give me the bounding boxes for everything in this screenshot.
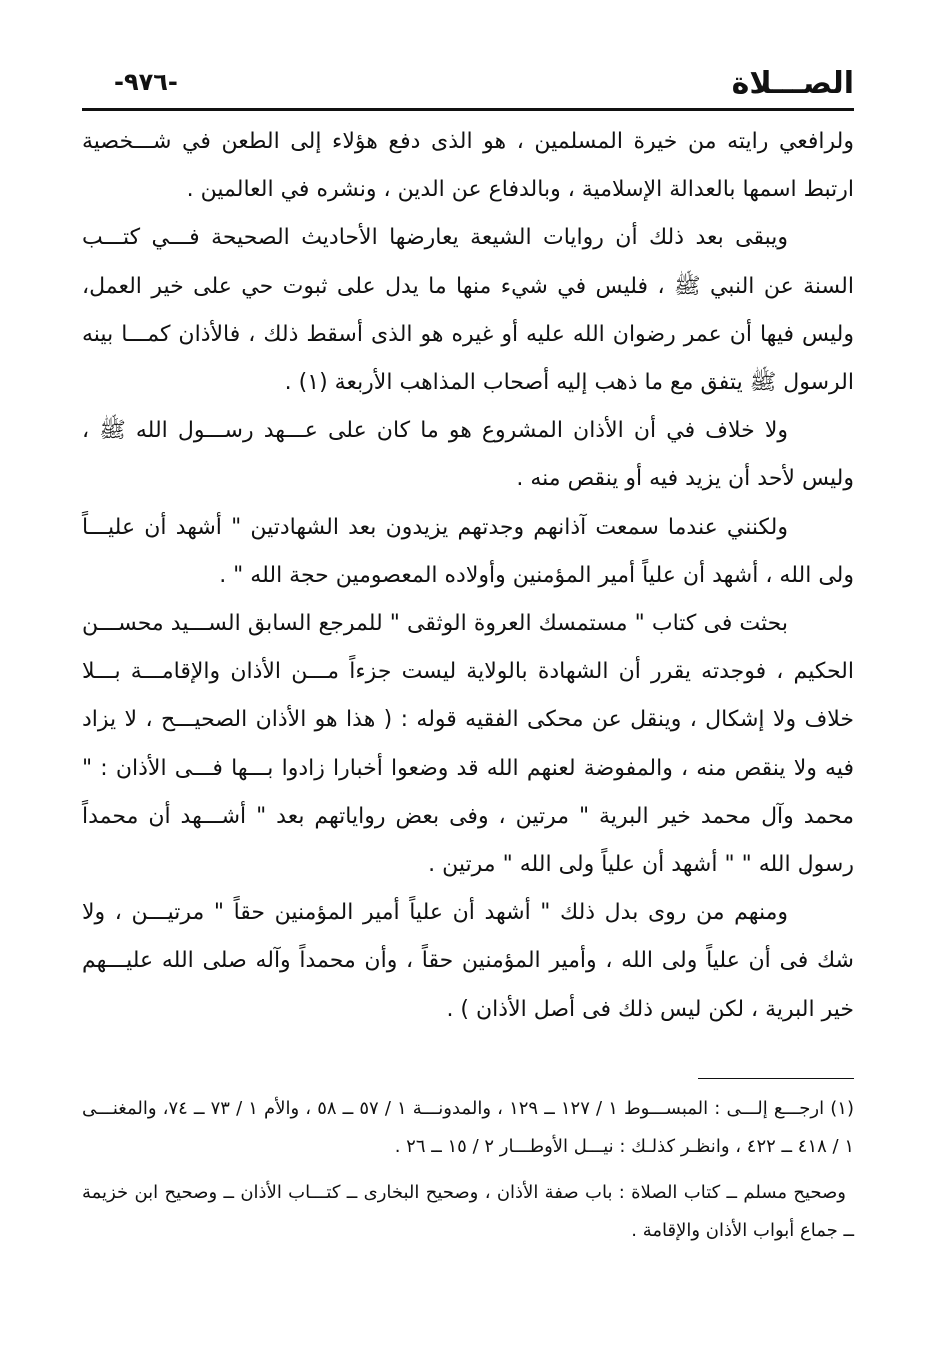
footnotes <box>82 1090 854 1250</box>
paragraph: ولكنني عندما سمعت آذانهم وجدتهم يزيدون بعد الشهادتين " أشهد أن عليـــاً ولى الله ، أشهد أن علياً أمير المؤمنين وأولاده المعصومين حجة الله " . <box>82 514 854 588</box>
paragraph: ولا خلاف في أن الأذان المشروع هو ما كان على عـــهد رســـول الله ﷺ ، وليس لأحد أن يزيد فيه أو ينقص منه . <box>82 418 854 492</box>
footnote-divider <box>698 1078 854 1079</box>
paragraph: بحثت فى كتاب " مستمسك العروة الوثقى " للمرجع السابق الســـيد محســـن الحكيم ، فوجدته يقرر أن الشهادة بالولاية ليست جزءاً مـــن الأذان والإقامـــة بـــلا خلاف ولا إشكال ، وينقل عن محكى الفقيه قوله : ( هذا هو الأذان الصحيـــح ، لا يزاد فيه ولا ينقص منه ، والمفوضة لعنهم الله قد وضعوا أخبارا زادوا بـــها فـــى الأذان : " محمد وآل محمد خير البرية " مرتين ، وفى بعض رواياتهم بعد " أشـــهد أن محمداً رسول الله " " أشهد أن علياً ولى الله " مرتين . <box>82 611 854 878</box>
paragraph: ويبقى بعد ذلك أن روايات الشيعة يعارضها الأحاديث الصحيحة فـــي كتـــب السنة عن النبي ﷺ ، فليس في شيء منها ما يدل على ثبوت حي على خير العمل، وليس فيها أن عمر رضوان الله عليه أو غيره هو الذى أسقط ذلك ، فالأذان كمـــا بينه الرسول ﷺ يتفق مع ما ذهب إليه أصحاب المذاهب الأربعة (١) . <box>82 225 854 396</box>
header-divider <box>82 108 854 111</box>
paragraph: ومنهم من روى بدل ذلك " أشهد أن علياً أمير المؤمنين حقاً " مرتيـــن ، ولا شك فى أن علياً ولى الله ، وأمير المؤمنين حقاً ، وأن محمداً وآله صلى الله عليـــهم خير البرية ، لكن ليس ذلك فى أصل الأذان ) . <box>82 900 854 1022</box>
footnote: وصحيح مسلم ــ كتاب الصلاة : باب صفة الأذان ، وصحيح البخارى ــ كتـــاب الأذان ــ وصحيح ابن خزيمة ــ جماع أبواب الأذان والإقامة . <box>82 1182 854 1241</box>
page-number: -٩٧٦- <box>114 68 178 96</box>
page-title: الصـــلاة <box>731 66 854 101</box>
main-text <box>82 118 854 1034</box>
page-header <box>82 66 854 106</box>
paragraph: ولرافعي رايته من خيرة المسلمين ، هو الذى دفع هؤلاء إلى الطعن في شـــخصية ارتبط اسمها بالعدالة الإسلامية ، وبالدفاع عن الدين ، ونشره في العالمين . <box>82 129 854 203</box>
footnote: (١) ارجـــع إلـــى : المبســـوط ١ / ١٢٧ ــ ١٢٩ ، والمدونـــة ١ / ٥٧ ــ ٥٨ ، والأم ١ / ٧٣ ــ ٧٤، والمغنـــى ١ / ٤١٨ ــ ٤٢٢ ، وانظـر كذلـك : نيـــل الأوطـــار ٢ / ١٥ ــ ٢٦ . <box>82 1098 854 1157</box>
